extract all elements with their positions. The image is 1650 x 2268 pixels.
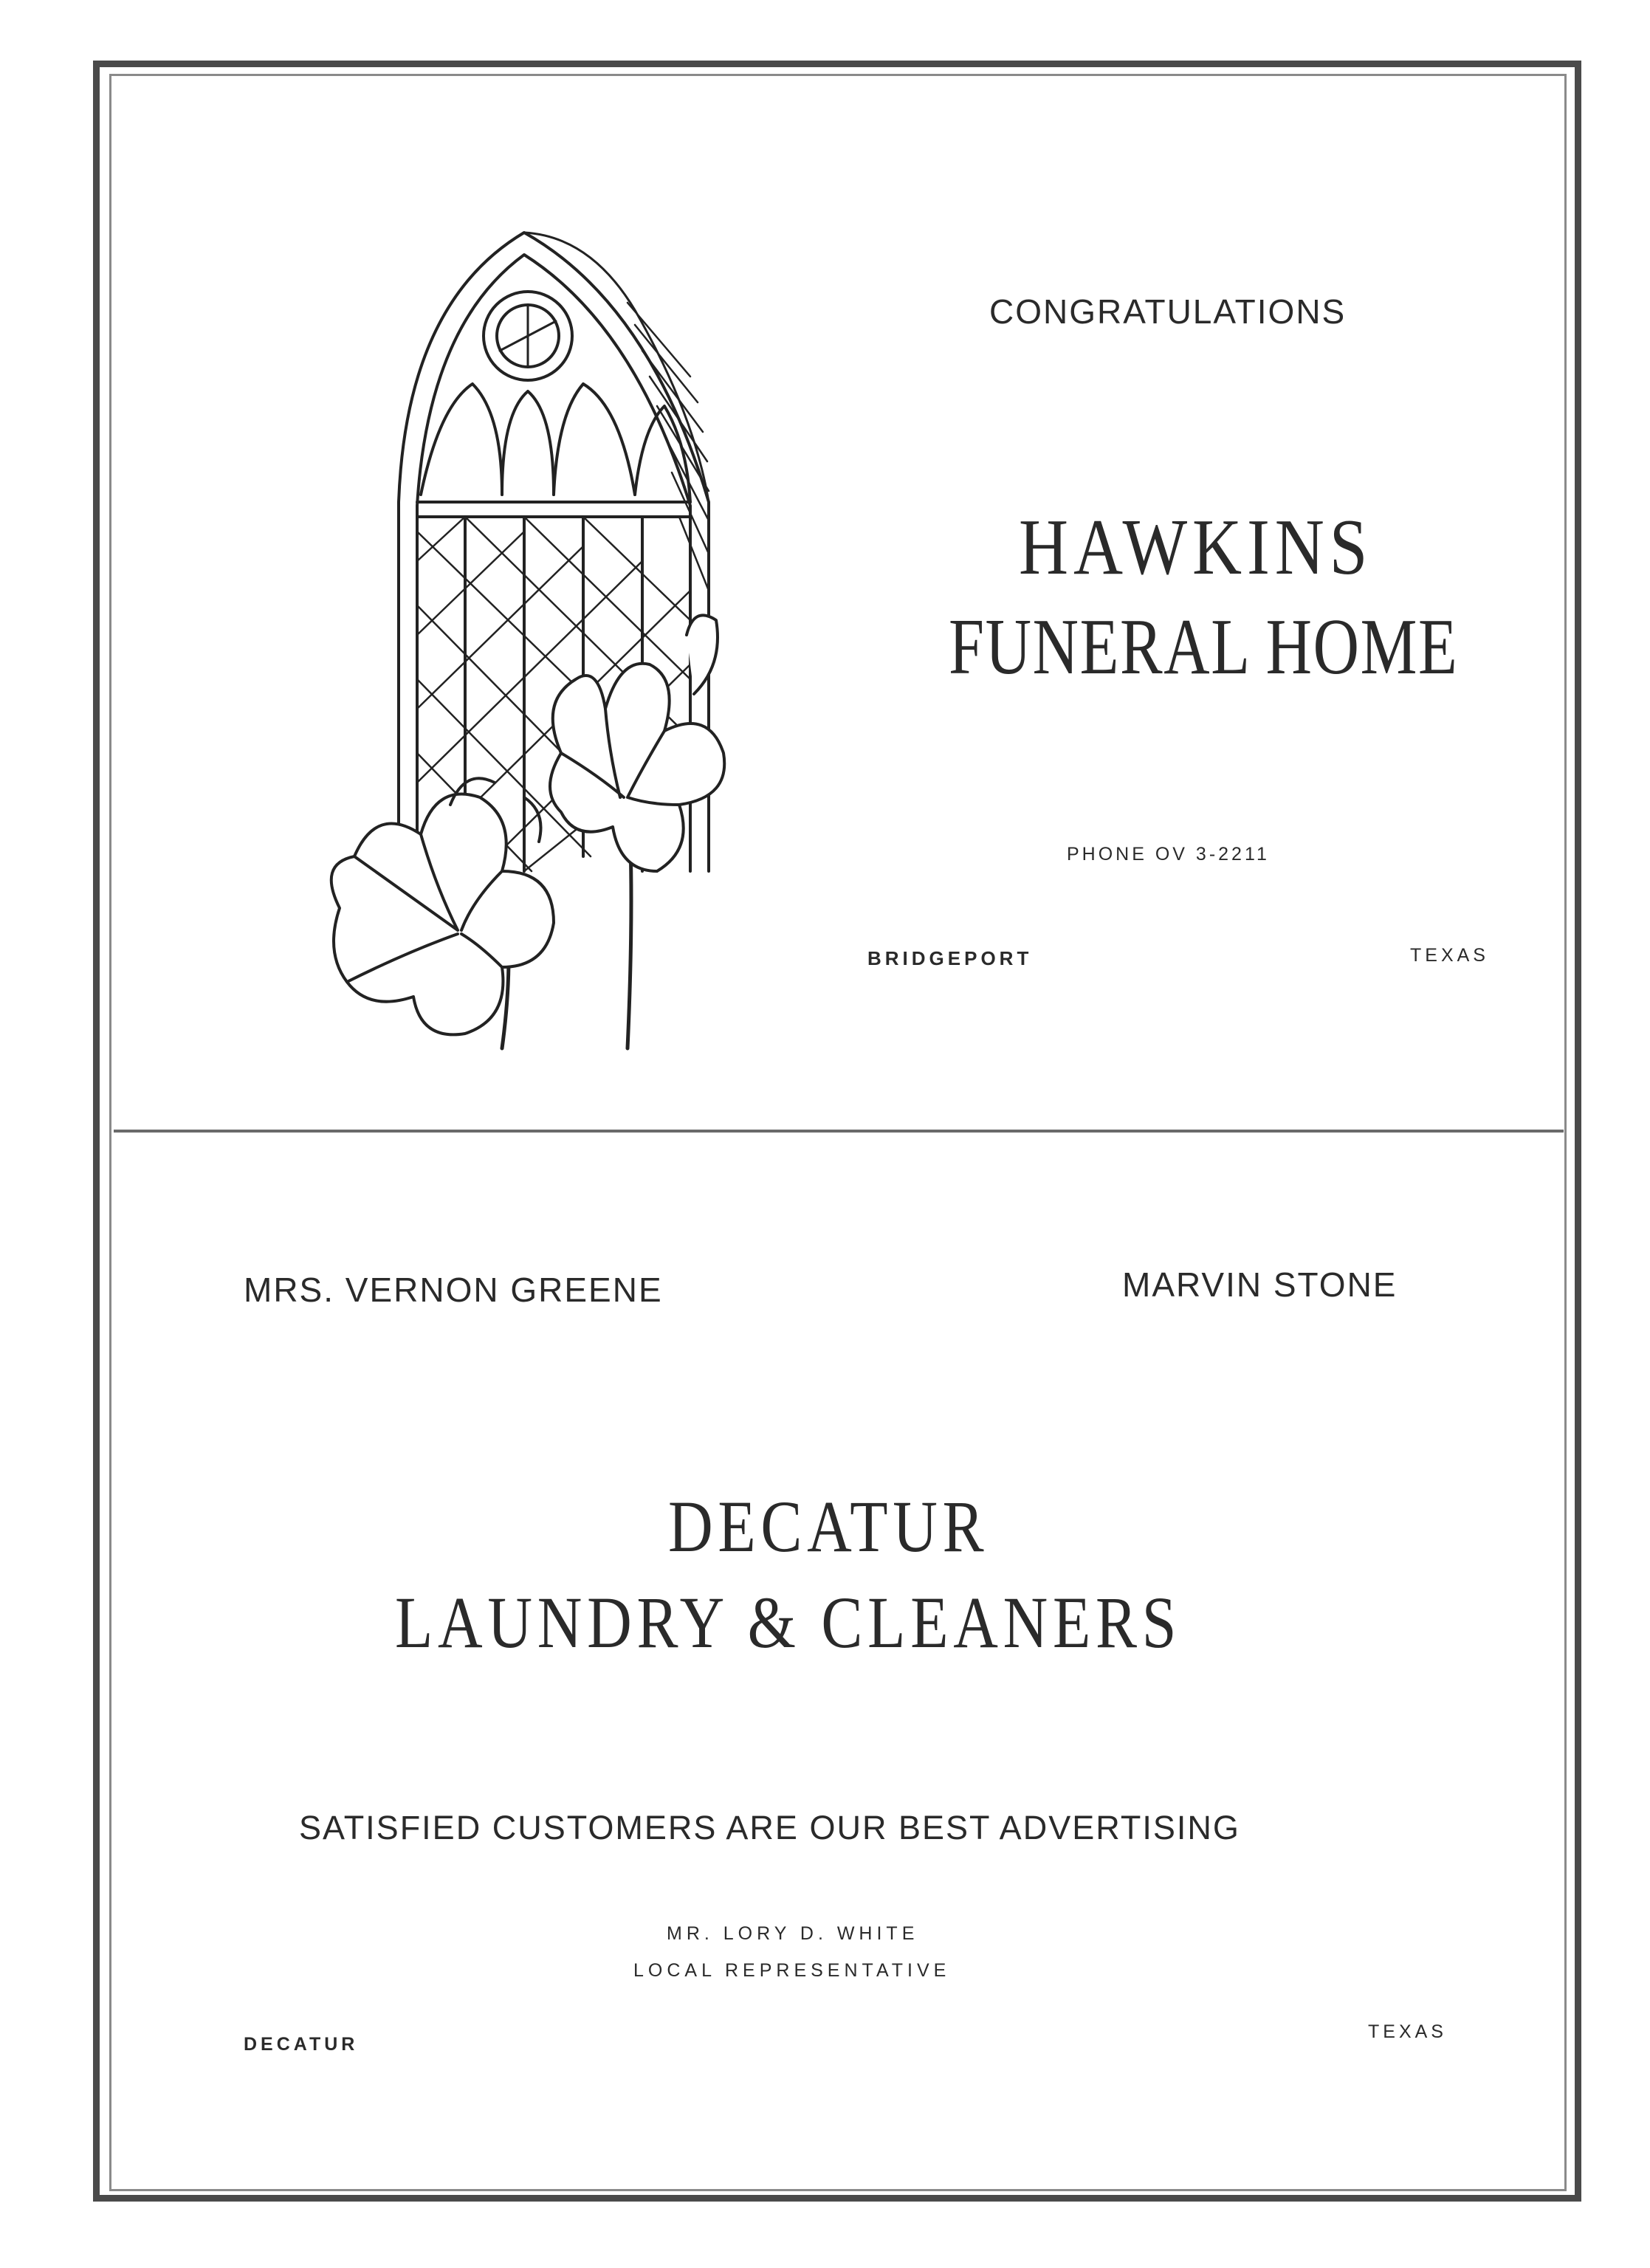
church-window-lily-illustration	[281, 221, 753, 1056]
congratulations-heading: CONGRATULATIONS	[989, 292, 1347, 331]
person-name-right: MARVIN STONE	[1122, 1265, 1398, 1304]
tagline: SATISFIED CUSTOMERS ARE OUR BEST ADVERTISING	[299, 1809, 1240, 1846]
phone-number: PHONE OV 3-2211	[1067, 844, 1270, 865]
representative-name: MR. LORY D. WHITE	[667, 1923, 919, 1944]
city-label: DECATUR	[244, 2034, 359, 2055]
city-label: BRIDGEPORT	[867, 947, 1033, 969]
state-label: TEXAS	[1368, 2021, 1447, 2042]
state-label: TEXAS	[1410, 945, 1489, 966]
ad-divider	[114, 1130, 1564, 1133]
business-name-line1: HAWKINS	[1019, 504, 1373, 591]
business-name-line2: LAUNDRY & CLEANERS	[395, 1581, 1182, 1663]
representative-title: LOCAL REPRESENTATIVE	[633, 1960, 951, 1981]
business-name-line2: FUNERAL HOME	[949, 603, 1459, 691]
business-name-line1: DECATUR	[668, 1485, 989, 1567]
person-name-left: MRS. VERNON GREENE	[244, 1271, 663, 1309]
